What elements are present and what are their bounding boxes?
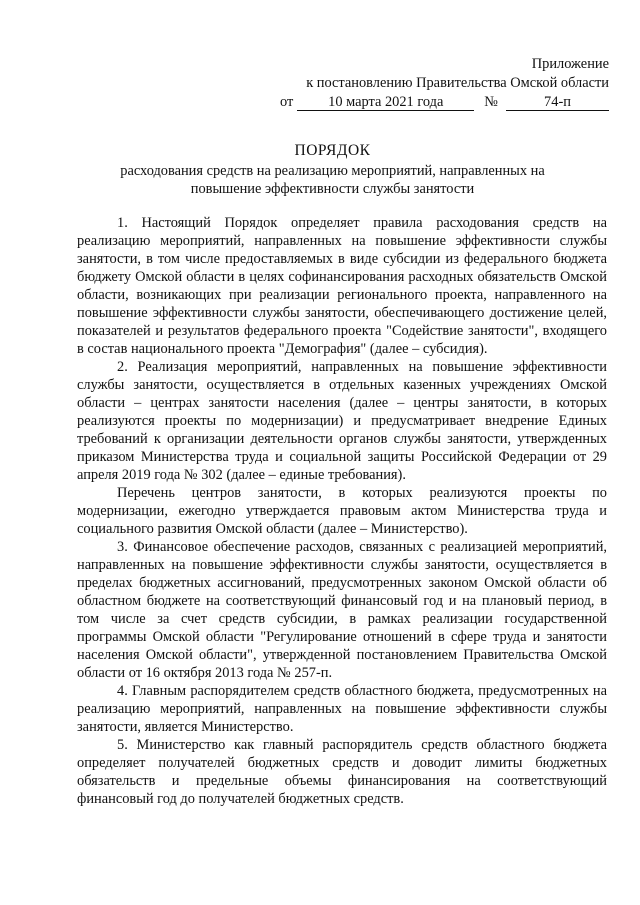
appendix-reference-line	[280, 93, 609, 112]
appendix-resolution-line: к постановлению Правительства Омской области	[306, 75, 609, 91]
from-label: от	[279, 94, 294, 110]
paragraph-2: 2. Реализация мероприятий, направленных на повышение эффективности службы занятости, осуществляется в отдельных казенных учреждениях Омской области – центрах занятости населения (далее – центры занятости, в которых реализуются проекты по модернизации) и предусматривает внедрение Единых требований к организации деятельности органов службы занятости, утвержденных приказом Министерства труда и социальной защиты Российской Федерации от 29 апреля 2019 года № 302 (далее – единые требования).	[77, 359, 607, 483]
document-body	[77, 214, 607, 808]
paragraph-3: 3. Финансовое обеспечение расходов, связанных с реализацией мероприятий, направленных на повышение эффективности службы занятости, осуществляется в пределах бюджетных ассигнований, предусмотренных законом Омской области об областном бюджете на соответствующий финансовый год и на плановый период, в том числе за счет средств субсидии, в рамках реализации государственной программы Омской области "Регулирование отношений в сфере труда и занятости населения Омской области", утвержденной постановлением Правительства Омской области от 16 октября 2013 года № 257-п.	[77, 539, 607, 681]
resolution-date: 10 марта 2021 года	[297, 94, 474, 111]
paragraph-5: 5. Министерство как главный распорядитель средств областного бюджета определяет получателей бюджетных средств и доводит лимиты бюджетных обязательств и предельные объемы финансирования на соответствующий финансовый год до получателей бюджетных средств.	[77, 737, 607, 807]
paragraph-2-list: Перечень центров занятости, в которых реализуются проекты по модернизации, ежегодно утверждается правовым актом Министерства труда и социального развития Омской области (далее – Министерство).	[77, 485, 607, 537]
appendix-label: Приложение	[531, 56, 609, 72]
paragraph-4: 4. Главным распорядителем средств областного бюджета, предусмотренных на реализацию мероприятий, направленных на повышение эффективности службы занятости, является Министерство.	[77, 683, 607, 735]
resolution-number: 74-п	[506, 94, 609, 111]
appendix-header	[280, 55, 609, 112]
document-subtitle-line-2: повышение эффективности службы занятости	[190, 181, 475, 197]
document-title: ПОРЯДОК	[294, 142, 371, 159]
document-title-block	[60, 142, 605, 198]
document-subtitle-line-1: расходования средств на реализацию мероприятий, направленных на	[120, 163, 545, 179]
paragraph-1: 1. Настоящий Порядок определяет правила расходования средств на реализацию мероприятий, направленных на повышение эффективности службы занятости, в том числе предоставляемых в виде субсидии из федерального бюджета бюджету Омской области в целях софинансирования расходных обязательств Омской области, возникающих при реализации регионального проекта, направленного на повышение эффективности службы занятости, обеспечивающего достижение целей, показателей и результатов федерального проекта "Содействие занятости", входящего в состав национального проекта "Демография" (далее – субсидия).	[77, 215, 607, 357]
number-label: №	[484, 94, 498, 110]
